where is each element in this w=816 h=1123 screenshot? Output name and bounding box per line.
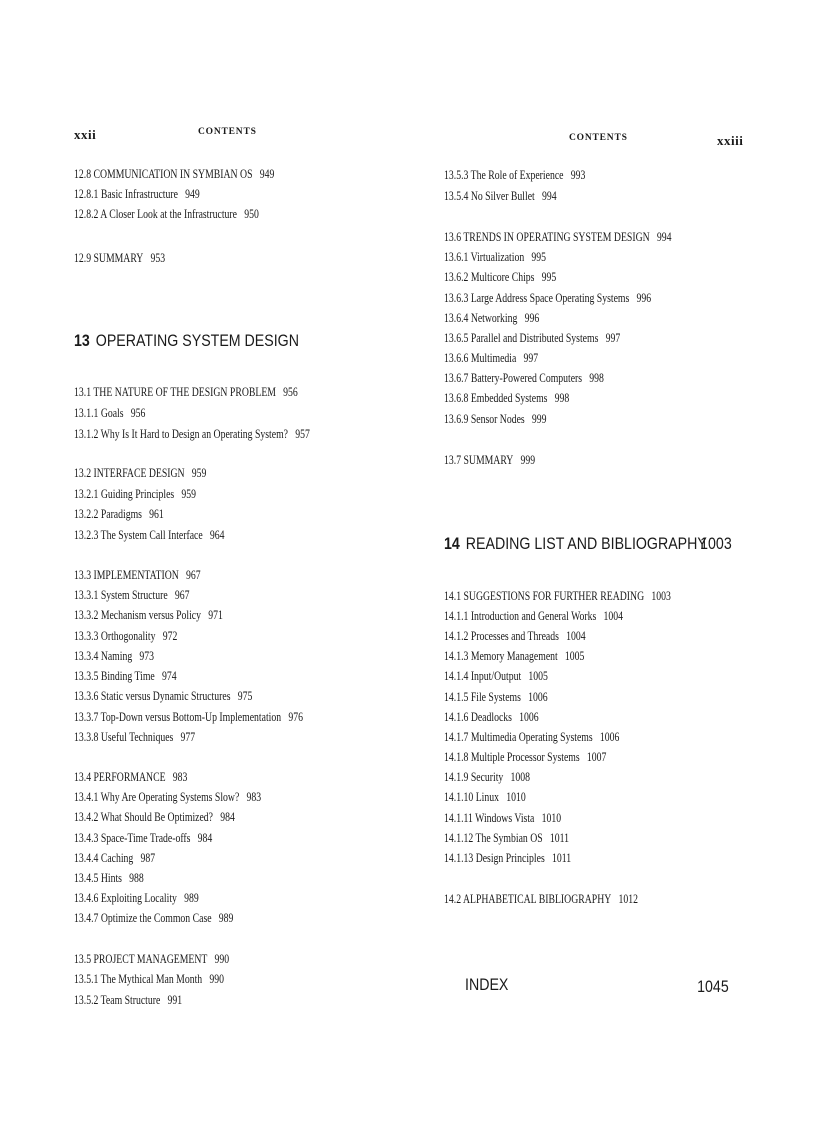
toc-entry[interactable]: 13.5 PROJECT MANAGEMENT 990: [74, 952, 230, 966]
toc-entry[interactable]: 13.3 IMPLEMENTATION 967: [74, 568, 201, 582]
toc-entry[interactable]: 13.4.2 What Should Be Optimized? 984: [74, 810, 235, 824]
toc-entry[interactable]: 13.6.7 Battery-Powered Computers 998: [444, 371, 604, 385]
chapter-title: OPERATING SYSTEM DESIGN: [95, 332, 299, 350]
toc-entry[interactable]: 14.1.2 Processes and Threads 1004: [444, 629, 586, 643]
toc-entry[interactable]: 13.5.4 No Silver Bullet 994: [444, 189, 557, 203]
chapter-number: 13: [74, 332, 90, 350]
chapter-page: 1003: [700, 535, 732, 553]
toc-entry[interactable]: 13.3.2 Mechanism versus Policy 971: [74, 608, 223, 622]
toc-entry[interactable]: 14.1.11 Windows Vista 1010: [444, 811, 562, 825]
toc-entry[interactable]: 13.4.5 Hints 988: [74, 871, 144, 885]
toc-entry[interactable]: 13.1 THE NATURE OF THE DESIGN PROBLEM 956: [74, 385, 298, 399]
toc-entry[interactable]: 13.6 TRENDS IN OPERATING SYSTEM DESIGN 994: [444, 230, 672, 244]
toc-entry[interactable]: 13.3.1 System Structure 967: [74, 588, 190, 602]
toc-entry[interactable]: 13.6.6 Multimedia 997: [444, 351, 539, 365]
toc-entry[interactable]: 13.1.2 Why Is It Hard to Design an Operating System? 957: [74, 427, 310, 441]
toc-entry[interactable]: 13.2.3 The System Call Interface 964: [74, 528, 225, 542]
toc-entry[interactable]: 13.6.4 Networking 996: [444, 311, 540, 325]
toc-entry[interactable]: 14.1.10 Linux 1010: [444, 790, 526, 804]
toc-entry[interactable]: 13.5.2 Team Structure 991: [74, 993, 183, 1007]
chapter-title: READING LIST AND BIBLIOGRAPHY: [465, 535, 707, 553]
toc-entry[interactable]: 13.4.6 Exploiting Locality 989: [74, 891, 199, 905]
toc-entry[interactable]: 14.1.12 The Symbian OS 1011: [444, 831, 570, 845]
toc-entry[interactable]: 14.1.5 File Systems 1006: [444, 690, 548, 704]
toc-entry[interactable]: 12.8 COMMUNICATION IN SYMBIAN OS 949: [74, 167, 275, 181]
toc-entry[interactable]: 14.1.3 Memory Management 1005: [444, 649, 585, 663]
toc-entry[interactable]: 13.4 PERFORMANCE 983: [74, 770, 188, 784]
toc-entry[interactable]: 14.1 SUGGESTIONS FOR FURTHER READING 1003: [444, 589, 671, 603]
left-page-number: xxii: [74, 127, 97, 142]
toc-entry[interactable]: 13.2.1 Guiding Principles 959: [74, 487, 197, 501]
toc-entry[interactable]: 13.6.9 Sensor Nodes 999: [444, 412, 547, 426]
toc-entry[interactable]: 14.2 ALPHABETICAL BIBLIOGRAPHY 1012: [444, 892, 638, 906]
left-running-head: CONTENTS: [198, 127, 257, 137]
toc-entry[interactable]: 14.1.7 Multimedia Operating Systems 1006: [444, 730, 620, 744]
toc-entry[interactable]: 14.1.4 Input/Output 1005: [444, 669, 548, 683]
toc-entry[interactable]: 12.8.2 A Closer Look at the Infrastructure 950: [74, 207, 259, 221]
toc-entry[interactable]: 12.8.1 Basic Infrastructure 949: [74, 187, 200, 201]
toc-entry[interactable]: 13.3.6 Static versus Dynamic Structures 975: [74, 689, 253, 703]
toc-entry[interactable]: 13.4.3 Space-Time Trade-offs 984: [74, 831, 213, 845]
toc-entry[interactable]: 13.3.4 Naming 973: [74, 649, 155, 663]
toc-entry[interactable]: 13.5.1 The Mythical Man Month 990: [74, 972, 225, 986]
toc-entry[interactable]: 13.1.1 Goals 956: [74, 406, 146, 420]
toc-entry[interactable]: 14.1.1 Introduction and General Works 1004: [444, 609, 623, 623]
toc-entry[interactable]: 13.7 SUMMARY 999: [444, 453, 536, 467]
right-page-number: xxiii: [717, 133, 744, 148]
toc-entry[interactable]: 14.1.13 Design Principles 1011: [444, 851, 572, 865]
toc-entry[interactable]: 13.4.4 Caching 987: [74, 851, 156, 865]
index-heading[interactable]: INDEX: [465, 976, 509, 994]
toc-entry[interactable]: 14.1.9 Security 1008: [444, 770, 531, 784]
toc-entry[interactable]: 13.2 INTERFACE DESIGN 959: [74, 466, 207, 480]
right-running-head: CONTENTS: [569, 133, 628, 143]
index-page: 1045: [697, 978, 729, 996]
toc-entry[interactable]: 14.1.6 Deadlocks 1006: [444, 710, 539, 724]
toc-entry[interactable]: 13.6.2 Multicore Chips 995: [444, 270, 557, 284]
toc-entry[interactable]: 13.6.8 Embedded Systems 998: [444, 391, 570, 405]
toc-entry[interactable]: 12.9 SUMMARY 953: [74, 251, 166, 265]
toc-entry[interactable]: 13.3.5 Binding Time 974: [74, 669, 177, 683]
toc-entry[interactable]: 13.3.3 Orthogonality 972: [74, 629, 178, 643]
toc-entry[interactable]: 13.6.1 Virtualization 995: [444, 250, 547, 264]
toc-entry[interactable]: 13.3.8 Useful Techniques 977: [74, 730, 196, 744]
chapter-heading[interactable]: [74, 332, 299, 351]
toc-entry[interactable]: 13.4.1 Why Are Operating Systems Slow? 983: [74, 790, 262, 804]
toc-entry[interactable]: 13.5.3 The Role of Experience 993: [444, 168, 586, 182]
toc-entry[interactable]: 13.6.5 Parallel and Distributed Systems 997: [444, 331, 621, 345]
toc-entry[interactable]: 13.3.7 Top-Down versus Bottom-Up Implementation 976: [74, 710, 303, 724]
toc-entry[interactable]: 13.6.3 Large Address Space Operating Systems 996: [444, 291, 652, 305]
toc-entry[interactable]: 13.2.2 Paradigms 961: [74, 507, 164, 521]
toc-entry[interactable]: 13.4.7 Optimize the Common Case 989: [74, 911, 234, 925]
chapter-number: 14: [444, 535, 460, 553]
chapter-heading[interactable]: [444, 535, 707, 554]
toc-entry[interactable]: 14.1.8 Multiple Processor Systems 1007: [444, 750, 607, 764]
